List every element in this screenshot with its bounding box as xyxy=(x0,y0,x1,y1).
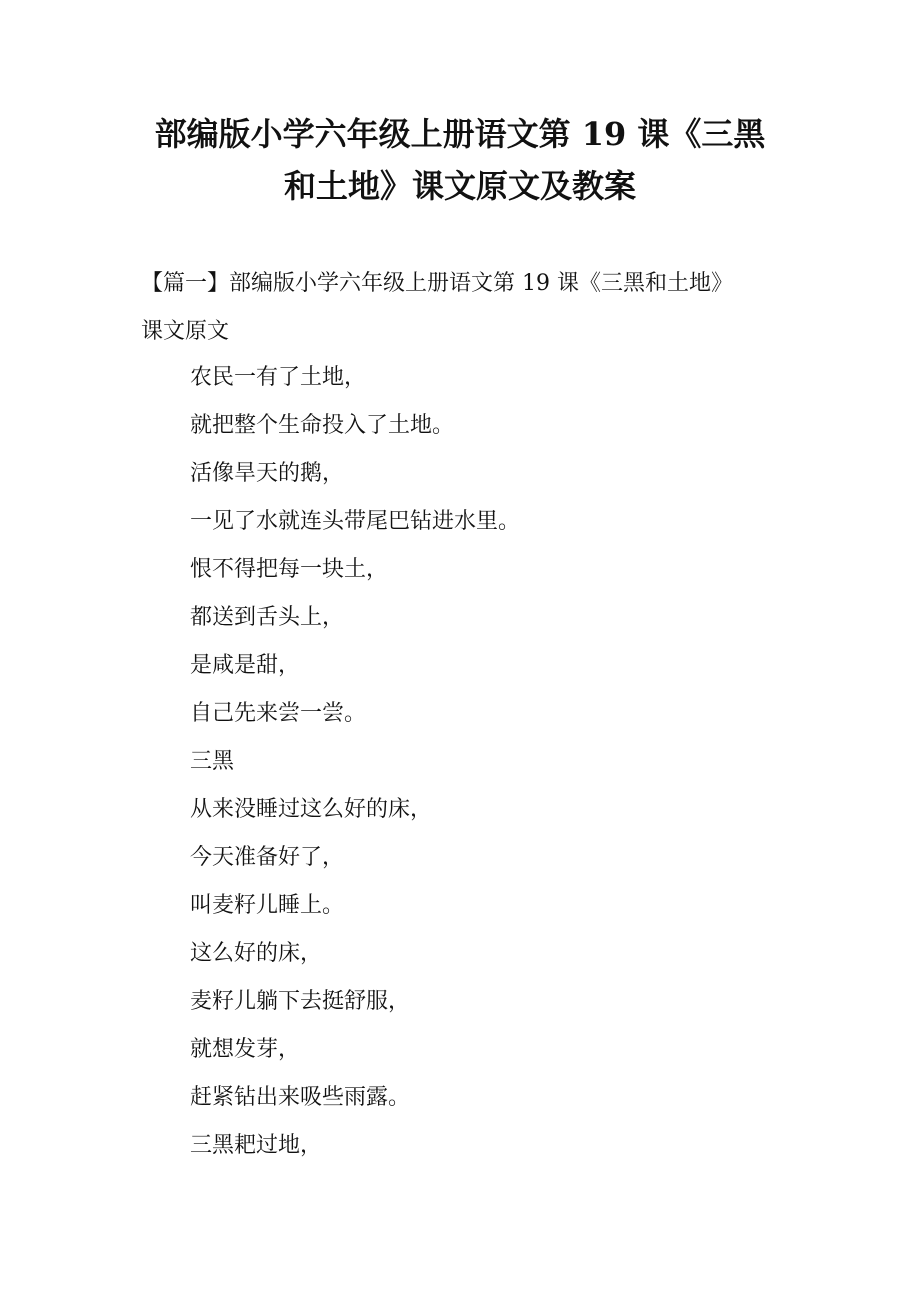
section-heading-line-2: 课文原文 xyxy=(141,319,230,344)
poem-text xyxy=(190,354,810,1170)
poem-line: 从来没睡过这么好的床， xyxy=(190,797,433,822)
section-heading-line-1: 【篇一】部编版小学六年级上册语文第 19 课《三黑和土地》 xyxy=(141,271,733,296)
poem-line: 是咸是甜， xyxy=(190,653,301,678)
poem-line: 就想发芽， xyxy=(190,1037,301,1062)
poem-line: 叫麦籽儿睡上。 xyxy=(190,893,345,918)
section-heading xyxy=(141,260,821,356)
poem-line: 农民一有了土地， xyxy=(190,365,367,390)
poem-line: 自己先来尝一尝。 xyxy=(190,701,367,726)
poem-line: 三黑 xyxy=(190,749,235,774)
poem-line: 一见了水就连头带尾巴钻进水里。 xyxy=(190,509,521,534)
poem-line: 今天准备好了， xyxy=(190,845,345,870)
poem-line: 赶紧钻出来吸些雨露。 xyxy=(190,1085,411,1110)
poem-line: 三黑耙过地， xyxy=(190,1133,323,1158)
poem-line: 都送到舌头上， xyxy=(190,605,345,630)
poem-line: 活像旱天的鹅， xyxy=(190,461,345,486)
poem-line: 这么好的床， xyxy=(190,941,323,966)
title-line-2: 和土地》课文原文及教案 xyxy=(283,167,636,205)
title-line-1: 部编版小学六年级上册语文第 19 课《三黑 xyxy=(154,115,766,153)
poem-line: 恨不得把每一块土， xyxy=(190,557,389,582)
poem-line: 就把整个生命投入了土地。 xyxy=(190,413,455,438)
document-title xyxy=(100,108,820,212)
poem-line: 麦籽儿躺下去挺舒服， xyxy=(190,989,411,1014)
